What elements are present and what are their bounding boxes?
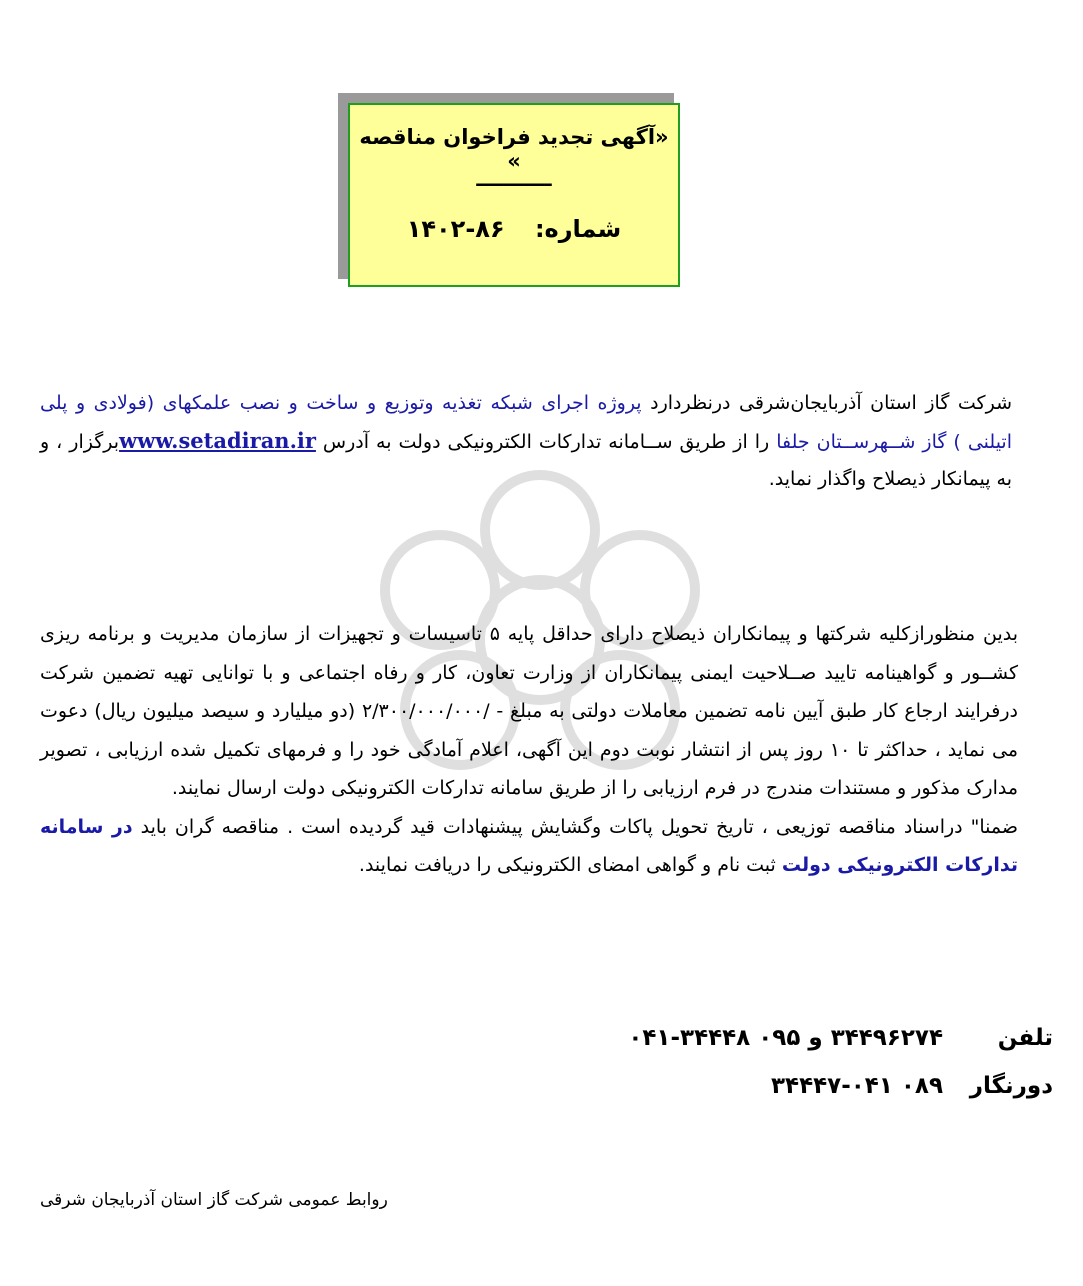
fax-label: دورنگار [969, 1073, 1053, 1099]
setad-system-name: در سامانه تدارکات الکترونیکی دولت [40, 815, 1018, 876]
title-divider: ـــــــــــ [476, 167, 552, 191]
notice-number [350, 215, 678, 243]
notice-title: «آگهی تجدید فراخوان مناقصه » [359, 125, 669, 173]
p1-text-1: شرکت گاز استان آذربایجان‌شرقی درنظردارد [641, 392, 1013, 414]
p2-text-2: ضمنا" دراسناد مناقصه توزیعی ، تاریخ تحویل پاکات وگشایش پیشنهادات قید گردیده است . مناقصه گران باید [132, 815, 1018, 838]
paragraph-invitation [40, 615, 1018, 885]
phone-value: ۳۴۴۹۶۲۷۴ و ۰۹۵ ۳۴۴۴۸-۰۴۱ [628, 1025, 943, 1051]
project-title: پروژه اجرای شبکه تغذیه وتوزیع و ساخت و نصب علمکهای (فولادی و پلی اتیلنی ) گاز شــهرســتان جلفا [40, 392, 1012, 453]
notice-number-label: شماره: [534, 215, 622, 243]
p1-text-4: برگزار ، و به پیمانکار ذیصلاح واگذار نماید. [40, 431, 1012, 490]
footer-public-relations: روابط عمومی شرکت گاز استان آذربایجان شرقی [40, 1190, 388, 1210]
paragraph-project [40, 385, 1012, 498]
title-box [348, 103, 680, 287]
phone-label: تلفن [997, 1025, 1053, 1051]
setadiran-link[interactable]: www.setadiran.ir [119, 428, 316, 453]
fax-value: ۰۸۹ ۳۴۴۴۷-۰۴۱ [771, 1073, 943, 1099]
p2-text-1: بدین منظورازکلیه شرکتها و پیمانکاران ذیصلاح دارای حداقل پایه ۵ تاسیسات و تجهیزات از سازمان مدیریت و برنامه ریزی کشــور و گواهینامه تایید صــلاحیت ایمنی پیمانکاران از وزارت تعاون، کار و رفاه اجتماعی و با توانایی تهیه تضمین شرکت درفرایند ارجاع کار طبق آیین نامه تضمین معاملات دولتی به مبلغ - /۲/۳۰۰/۰۰۰/۰۰۰ (دو میلیارد و سیصد میلیون ریال) دعوت می نماید ، حداکثر تا ۱۰ روز پس از انتشار نوبت دوم این آگهی، اعلام آمادگی خود را و فرمهای تکمیل شده ارزیابی ، تصویر مدارک مذکور و مستندات مندرج در فرم ارزیابی را از طریق سامانه تدارکات الکترونیکی دولت ارسال نمایند. [40, 623, 1018, 799]
p2-text-4: ثبت نام و گواهی امضای الکترونیکی را دریافت نمایند. [358, 854, 782, 876]
p1-text-3: را از طریق ســامانه تدارکات الکترونیکی دولت به آدرس [315, 431, 777, 453]
notice-number-value: ۸۶-۱۴۰۲ [406, 215, 505, 243]
